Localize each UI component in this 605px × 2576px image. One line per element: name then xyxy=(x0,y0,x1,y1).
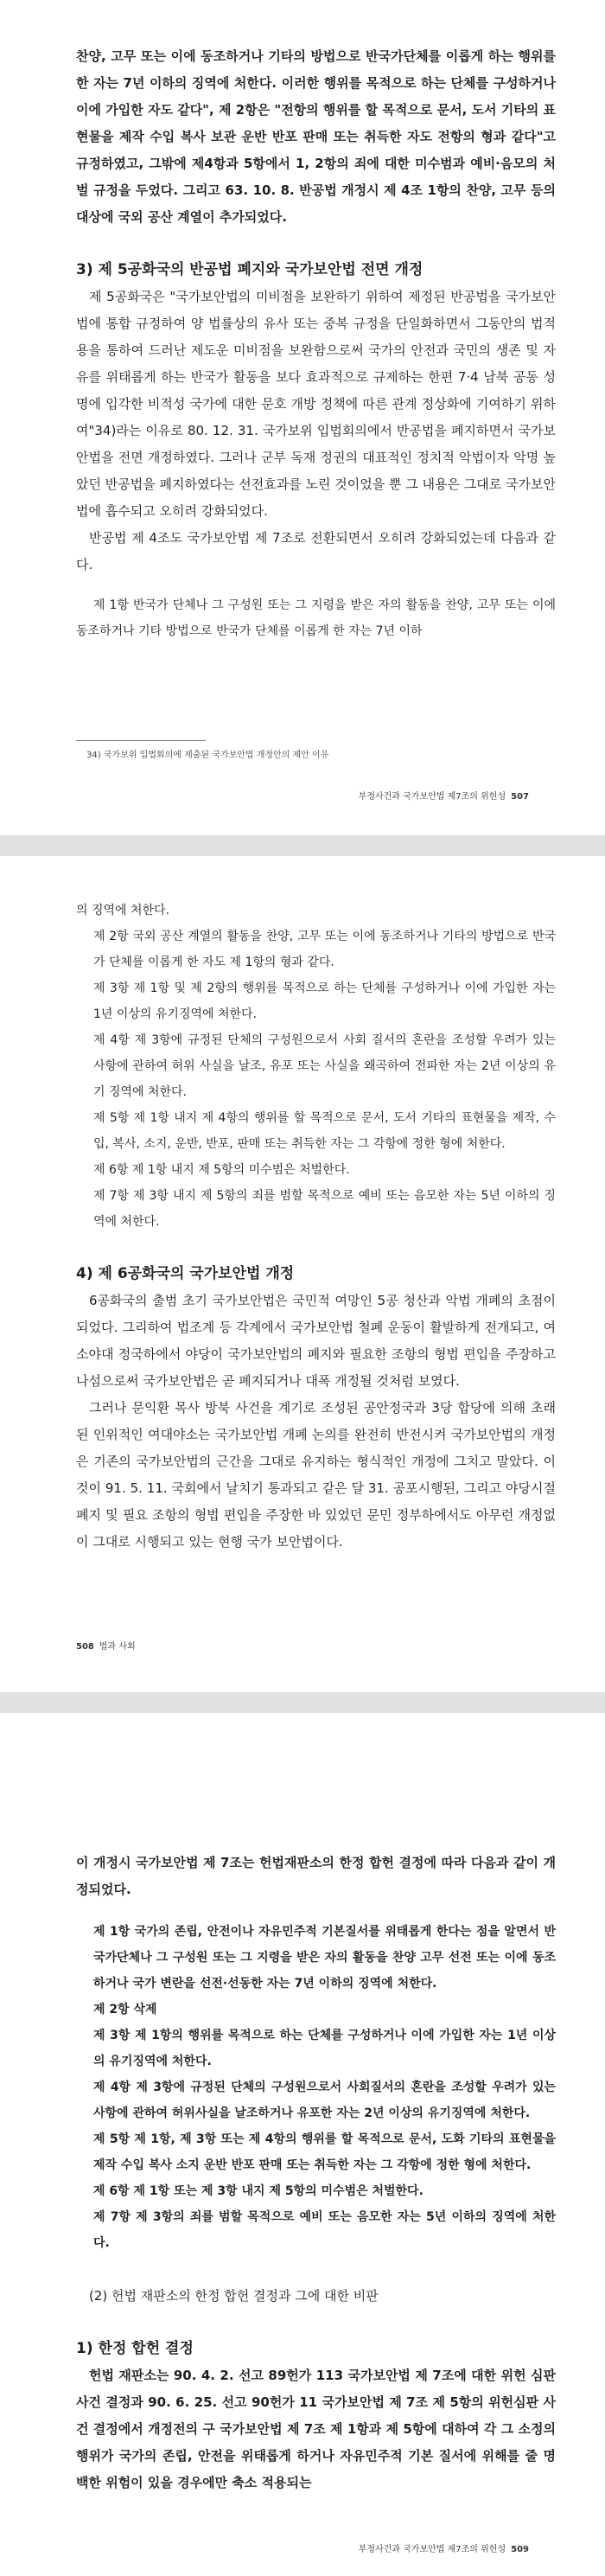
document-page-2 xyxy=(0,856,605,1692)
page-body xyxy=(76,898,556,1556)
section-heading: 4) 제 6공화국의 국가보안법 개정 xyxy=(76,1265,295,1282)
page-number: 508 xyxy=(76,1642,94,1652)
paragraph: 이 개정시 국가보안법 제 7조는 헌법재판소의 한정 합헌 결정에 따라 다음과 같이 개정되었다. xyxy=(76,1855,556,1897)
document-page-3 xyxy=(0,1713,605,2576)
statute-clause: 제 4항 제 3항에 규정된 단체의 구성원으로서 사회질서의 혼란을 조성할 우려가 있는 사항에 관하여 허위사실을 날조하거나 유포한 자는 2년 이상의 유기징역에 처한다. xyxy=(93,2081,556,2120)
statute-clause: 제 7항 제 3항의 죄를 범할 목적으로 예비 또는 음모한 자는 5년 이하의 징역에 처한다. xyxy=(93,2210,556,2250)
running-title: 부정사건과 국가보안법 제7조의 위헌성 xyxy=(358,2545,506,2554)
statute-clause: 의 징역에 처한다. xyxy=(76,904,170,917)
paragraph: 헌법 재판소는 90. 4. 2. 선고 89헌가 113 국가보안법 제 7조에 대한 위헌 심판 사건 결정과 90. 6. 25. 선고 90헌가 11 국가보안법 제 7조 제 5항의 위헌심판 사건 결정에서 개정전의 구 국가보안법 제 7조 제 1항과 제 5항에 대하여 각 그 소정의 행위가 국가의 존립, 안전을 위태롭게 하거나 자유민주적 기본 질서에 위해를 줄 명백한 위험이 있을 경우에만 축소 적용되는 xyxy=(76,2368,556,2490)
statute-clause: 제 6항 제 1항 내지 제 5항의 미수범은 처벌한다. xyxy=(93,1163,350,1177)
statute-clause: 제 1항 반국가 단체나 그 구성원 또는 그 지령을 받은 자의 활동을 찬양, 고무 또는 이에 동조하거나 기타 방법으로 반국가 단체를 이롭게 한 자는 7년 이하 xyxy=(76,598,556,638)
page-number: 509 xyxy=(511,2545,529,2554)
statute-clause: 제 4항 제 3항에 규정된 단체의 구성원으로서 사회 질서의 혼란을 조성할 우려가 있는 사항에 관하여 허위 사실을 날조, 유포 또는 사실을 왜곡하여 전파한 자는 2년 이상의 유기 징역에 처한다. xyxy=(93,1033,556,1099)
statute-clause: 제 6항 제 1항 또는 제 3항 내지 제 5항의 미수범은 처벌한다. xyxy=(93,2184,424,2198)
statute-clause: 제 3항 제 1항 및 제 2항의 행위를 목적으로 하는 단체를 구성하거나 이에 가입한 자는 1년 이상의 유기징역에 처한다. xyxy=(93,981,556,1021)
statute-clause: 제 7항 제 3항 내지 제 5항의 죄를 범할 목적으로 예비 또는 음모한 자는 5년 이하의 징역에 처한다. xyxy=(93,1189,556,1229)
page-body xyxy=(76,1850,556,2496)
statute-clause: 제 2항 삭제 xyxy=(93,2003,157,2017)
paragraph: 그러나 문익환 목사 방북 사건을 계기로 조성된 공안정국과 3당 합당에 의해 초래된 인위적인 여대야소는 국가보안법 개폐 논의를 완전히 반전시켜 국가보안법의 개정은 기존의 국가보안법의 근간을 그대로 유지하는 형식적인 개정에 그치고 말았다. 이것이 91. 5. 11. 국회에서 날치기 통과되고 같은 달 31. 공포시행된, 그리고 야당시절 폐지 및 필요 조항의 형법 편입을 주장한 바 있었던 문민 정부하에서도 아무런 개정없이 그대로 시행되고 있는 현행 국가 보안법이다. xyxy=(76,1400,556,1550)
paragraph: 반공법 제 4조도 국가보안법 제 7조로 전환되면서 오히려 강화되었는데 다음과 같다. xyxy=(76,530,556,572)
running-title: 부정사건과 국가보안법 제7조의 위헌성 xyxy=(358,792,506,802)
statute-clause: 제 3항 제 1항의 행위를 목적으로 하는 단체를 구성하거나 이에 가입한 자는 1년 이상의 유기징역에 처한다. xyxy=(93,2029,556,2068)
section-heading: 1) 한정 합헌 결정 xyxy=(76,2340,194,2357)
footnote-divider xyxy=(76,740,206,741)
running-title: 법과 사회 xyxy=(99,1642,136,1652)
paragraph: 찬양, 고무 또는 이에 동조하거나 기타의 방법으로 반국가단체를 이롭게 하는 행위를 한 자는 7년 이하의 징역에 처한다. 이러한 행위를 목적으로 하는 단체를 구성하거나 이에 가입한 자도 같다", 제 2항은 "전항의 행위를 할 목적으로 문서, 도서 기타의 표현물을 제작 수입 복사 보관 운반 반포 판매 또는 취득한 자도 전항의 형과 같다"고 규정하였고, 그밖에 제4항과 5항에서 1, 2항의 죄에 대한 미수범과 예비·음모의 처벌 규정을 두었다. 그리고 63. 10. 8. 반공법 개정시 제 4조 1항의 찬양, 고무 등의 대상에 국외 공산 계열이 추가되었다. xyxy=(76,48,556,225)
statute-clause: 제 1항 국가의 존립, 안전이나 자유민주적 기본질서를 위태롭게 한다는 점을 알면서 반국가단체나 그 구성원 또는 그 지령을 받은 자의 활동을 찬양 고무 선전 또는 이에 동조하거나 국가 변란을 선전·선동한 자는 7년 이하의 징역에 처한다. xyxy=(93,1925,556,1991)
statute-clause: 제 5항 제 1항 내지 제 4항의 행위를 할 목적으로 문서, 도서 기타의 표현물을 제작, 수입, 복사, 소지, 운반, 반포, 판매 또는 취득한 자는 그 각항에 정한 형에 처한다. xyxy=(93,1111,556,1151)
footnote: 34) 국가보위 입법회의에 제출된 국가보안법 개정안의 제안 이유 xyxy=(86,751,329,760)
running-header xyxy=(76,1639,136,1652)
statute-clause: 제 2항 국외 공산 계열의 활동을 찬양, 고무 또는 이에 동조하거나 기타의 방법으로 반국가 단체를 이롭게 한 자도 제 1항의 형과 같다. xyxy=(93,930,556,969)
section-heading: 3) 제 5공화국의 반공법 폐지와 국가보안법 전면 개정 xyxy=(76,261,424,278)
running-header xyxy=(359,2541,529,2554)
subsection-heading: (2) 헌법 재판소의 한정 합헌 결정과 그에 대한 비판 xyxy=(89,2288,379,2304)
paragraph: 제 5공화국은 "국가보안법의 미비점을 보완하기 위하여 제정된 반공법을 국가보안법에 통합 규정하여 양 법률상의 유사 또는 중복 규정을 단일화하면서 그동안의 법적용을 통하여 드러난 제도운 미비점을 보완함으로써 국가의 안전과 국민의 생존 및 자유를 위태롭게 하는 반국가 활동을 보다 효과적으로 규제하는 한편 7·4 남북 공동 성명에 입각한 비적성 국가에 대한 문호 개방 정책에 따른 관계 정상화에 기여하기 위하여"34)라는 이유로 80. 12. 31. 국가보위 입법회의에서 반공법을 폐지하면서 국가보안법을 전면 개정하였다. 그러나 군부 독재 정권의 대표적인 정치적 악법이자 악명 높았던 반공법을 폐지하였다는 선전효과를 노린 것이었을 뿐 그 내용은 그대로 국가보안법에 흡수되고 오히려 강화되었다. xyxy=(76,289,556,519)
document-page-1 xyxy=(0,0,605,835)
page-number: 507 xyxy=(511,792,529,802)
running-header xyxy=(359,789,529,802)
page-body xyxy=(76,43,556,644)
statute-block xyxy=(76,1919,556,2256)
paragraph: 6공화국의 출범 초기 국가보안법은 국민적 여망인 5공 청산과 악법 개폐의 초점이 되었다. 그리하여 법조계 등 각계에서 국가보안법 철폐 운동이 활발하게 전개되고, 여소야대 정국하에서 야당이 국가보안법의 폐지와 필요한 조항의 형법 편입을 주장하고 나섬으로써 국가보안법은 곧 폐지되거나 대폭 개정될 것처럼 보였다. xyxy=(76,1293,556,1389)
statute-clause: 제 5항 제 1항, 제 3항 또는 제 4항의 행위를 할 목적으로 문서, 도화 기타의 표현물을 제작 수입 복사 소지 운반 반포 판매 또는 취득한 자는 그 각항에 정한 형에 처한다. xyxy=(93,2132,556,2172)
